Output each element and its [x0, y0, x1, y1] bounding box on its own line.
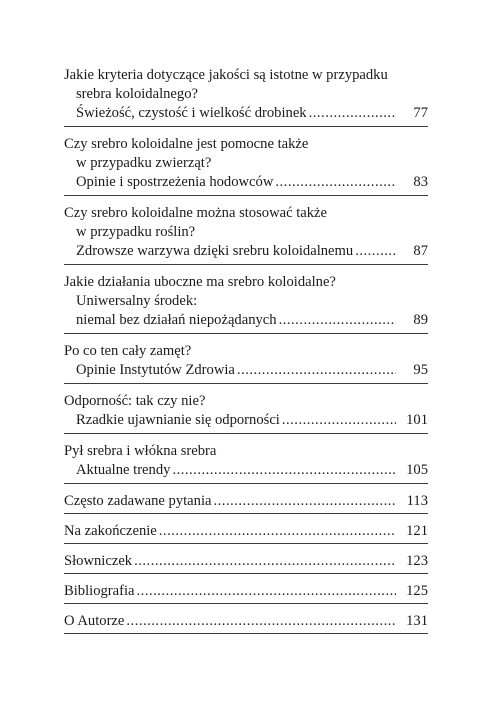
toc-question-line: Jakie kryteria dotyczące jakości są istotne w przypadku — [64, 67, 388, 83]
toc-answer-label: Świeżość, czystość i wielkość drobinek — [76, 105, 307, 121]
toc-answer-label: Opinie Instytutów Zdrowia — [76, 362, 235, 378]
toc-title: Na zakończenie — [64, 523, 157, 539]
leader-dots — [214, 492, 397, 511]
toc-question-line: Czy srebro koloidalne jest pomocne także — [64, 136, 309, 152]
toc-question-line: Po co ten cały zamęt? — [64, 343, 192, 359]
toc-question-line: Jakie działania uboczne ma srebro koloidalne? — [64, 274, 336, 290]
leader-dots — [279, 311, 396, 330]
leader-dots — [159, 522, 396, 541]
toc-answer-label: Opinie i spostrzeżenia hodowców — [76, 174, 274, 190]
toc-title: Słowniczek — [64, 553, 133, 569]
toc-page-number: 83 — [413, 174, 428, 190]
toc-entry — [64, 442, 428, 484]
toc-answer-label: Rzadkie ujawnianie się odporności — [76, 412, 280, 428]
toc-question-line: Odporność: tak czy nie? — [64, 393, 206, 409]
toc-answer-row[interactable] — [64, 311, 428, 330]
leader-dots — [355, 242, 396, 261]
leader-dots — [309, 104, 396, 123]
leader-dots — [237, 361, 396, 380]
toc-answer-label: niemal bez działań niepożądanych — [76, 312, 277, 328]
toc-title: Bibliografia — [64, 583, 135, 599]
toc-question-line: Czy srebro koloidalne można stosować także — [64, 205, 328, 221]
toc-answer-label: Zdrowsze warzywa dzięki srebru koloidalnemu — [76, 243, 354, 259]
toc-page-number: 105 — [406, 462, 428, 478]
toc-row — [64, 612, 428, 631]
toc-entry-simple[interactable] — [64, 492, 428, 514]
toc-entry — [64, 66, 428, 127]
toc-page-number: 89 — [413, 312, 428, 328]
toc-row — [64, 522, 428, 541]
toc-entry-simple[interactable] — [64, 552, 428, 574]
toc-page-number: 87 — [413, 243, 428, 259]
toc-page-number: 123 — [406, 553, 428, 569]
toc-answer-row[interactable] — [64, 461, 428, 480]
leader-dots — [137, 582, 396, 601]
toc-page-number: 113 — [406, 493, 428, 509]
toc-entry-simple[interactable] — [64, 522, 428, 544]
toc-entry — [64, 342, 428, 384]
toc-answer-row[interactable] — [64, 361, 428, 380]
toc-question-line: w przypadku zwierząt? — [76, 155, 212, 171]
leader-dots — [172, 461, 396, 480]
toc-question-line: w przypadku roślin? — [76, 224, 196, 240]
toc-row — [64, 552, 428, 571]
toc-title: Często zadawane pytania — [64, 493, 212, 509]
toc-answer-row[interactable] — [64, 104, 428, 123]
toc-question-line: Uniwersalny środek: — [76, 293, 198, 309]
toc-page-number: 77 — [413, 105, 428, 121]
toc-entry — [64, 392, 428, 434]
toc-page-number: 101 — [406, 412, 428, 428]
toc-entry-simple[interactable] — [64, 582, 428, 604]
toc-title: O Autorze — [64, 613, 125, 629]
leader-dots — [134, 552, 396, 571]
table-of-contents — [64, 66, 428, 642]
toc-page-number: 121 — [406, 523, 428, 539]
toc-page-number: 131 — [406, 613, 428, 629]
toc-answer-row[interactable] — [64, 173, 428, 192]
leader-dots — [275, 173, 396, 192]
toc-answer-row[interactable] — [64, 411, 428, 430]
toc-entry — [64, 135, 428, 196]
toc-answer-row[interactable] — [64, 242, 428, 261]
toc-entry — [64, 273, 428, 334]
toc-question-line: srebra koloidalnego? — [76, 86, 198, 102]
leader-dots — [126, 612, 396, 631]
leader-dots — [282, 411, 396, 430]
toc-row — [64, 492, 428, 511]
toc-entry-simple[interactable] — [64, 612, 428, 634]
toc-entry — [64, 204, 428, 265]
toc-question-line: Pył srebra i włókna srebra — [64, 443, 217, 459]
toc-page-number: 95 — [413, 362, 428, 378]
toc-answer-label: Aktualne trendy — [76, 462, 171, 478]
toc-page-number: 125 — [406, 583, 428, 599]
toc-row — [64, 582, 428, 601]
